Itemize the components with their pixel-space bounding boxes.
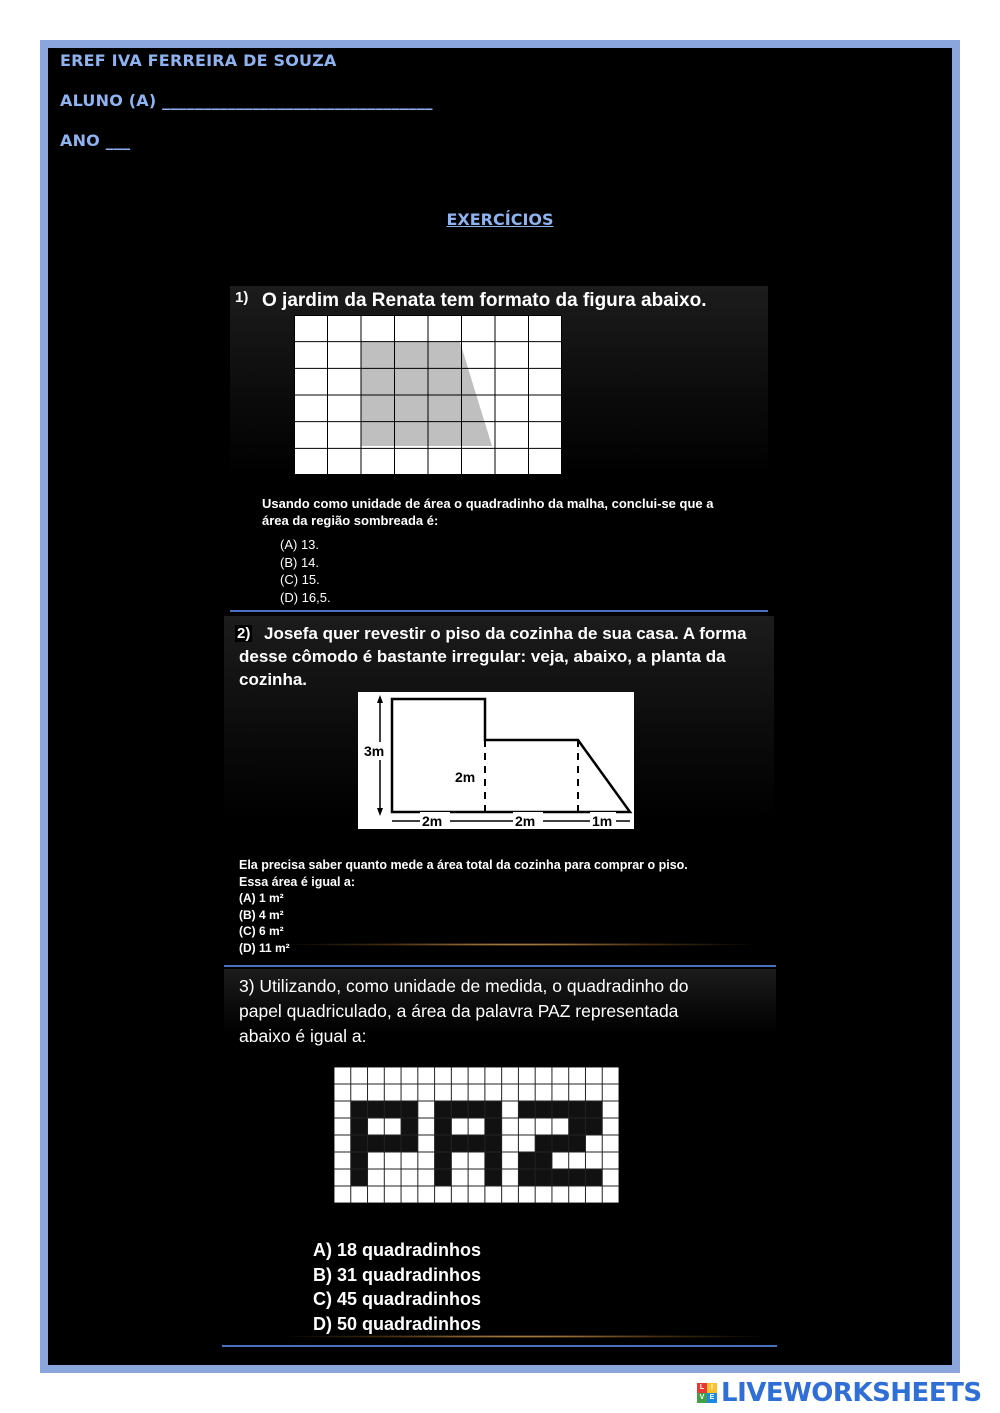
q2-option-a[interactable]: (A) 1 m² — [239, 891, 284, 905]
q3-question-1: 3) Utilizando, como unidade de medida, o quadradinho do — [239, 976, 689, 996]
logo-letter-v: V — [697, 1393, 707, 1403]
q3-question-2: papel quadriculado, a área da palavra PAZ representada — [239, 1001, 679, 1021]
q3-filled-cell — [351, 1101, 368, 1118]
q3-filled-cell — [585, 1169, 602, 1186]
logo-letter-e: E — [707, 1393, 717, 1403]
q3-filled-cell — [569, 1118, 586, 1135]
q3-filled-cell — [535, 1169, 552, 1186]
q3-filled-cell — [518, 1169, 535, 1186]
q2-option-c[interactable]: (C) 6 m² — [239, 924, 284, 938]
q3-paz-grid — [334, 1067, 619, 1203]
q3-filled-cell — [485, 1135, 502, 1152]
q3-glow-line — [290, 1335, 760, 1338]
q3-filled-cell — [351, 1152, 368, 1169]
q3-filled-cell — [552, 1135, 569, 1152]
q3-filled-cell — [401, 1118, 418, 1135]
q2-label-w3: 1m — [592, 813, 613, 829]
q3-filled-cell — [351, 1135, 368, 1152]
year-line: ANO ___ — [60, 131, 131, 150]
q1-question: O jardim da Renata tem formato da figura abaixo. — [262, 290, 707, 311]
logo-letter-i: I — [707, 1383, 717, 1393]
q1-option-a[interactable]: (A) 13. — [280, 537, 320, 552]
q3-option-d[interactable]: D) 50 quadradinhos — [313, 1313, 482, 1334]
q3-filled-cell — [435, 1118, 452, 1135]
q2-prompt-2: Essa área é igual a: — [239, 875, 356, 889]
q3-filled-cell — [368, 1101, 385, 1118]
q3-filled-cell — [384, 1101, 401, 1118]
q3-filled-cell — [401, 1135, 418, 1152]
q3-filled-cell — [451, 1135, 468, 1152]
page-title: EXERCÍCIOS — [446, 210, 554, 229]
q2-label-2m-height: 2m — [455, 769, 476, 785]
q3-filled-cell — [569, 1101, 586, 1118]
q3-filled-cell — [368, 1135, 385, 1152]
q1-option-c[interactable]: (C) 15. — [280, 572, 320, 587]
q3-filled-cell — [569, 1135, 586, 1152]
q2-label-3m: 3m — [364, 743, 385, 759]
q3-filled-cell — [435, 1152, 452, 1169]
q2-kitchen-plan — [358, 692, 634, 829]
q3-filled-cell — [435, 1101, 452, 1118]
q3-option-c[interactable]: C) 45 quadradinhos — [313, 1289, 482, 1309]
q2-label-w2: 2m — [515, 813, 536, 829]
q2-question-2: desse cômodo é bastante irregular: veja, abaixo, a planta da — [239, 647, 726, 666]
q3-filled-cell — [485, 1118, 502, 1135]
liveworksheets-logo[interactable] — [697, 1378, 997, 1408]
q1-option-b[interactable]: (B) 14. — [280, 554, 320, 570]
q2-option-d[interactable]: (D) 11 m² — [239, 940, 290, 955]
logo-letter-l: L — [697, 1383, 707, 1393]
q3-filled-cell — [585, 1118, 602, 1135]
q1-grid-figure — [294, 315, 562, 475]
q1-divider — [230, 610, 768, 612]
logo-text: LIVEWORKSHEETS — [721, 1378, 982, 1408]
q3-filled-cell — [535, 1152, 552, 1169]
q2-number: 2) — [237, 625, 251, 642]
q1-number: 1) — [235, 289, 249, 306]
school-name: EREF IVA FERREIRA DE SOUZA — [60, 51, 337, 70]
student-name-line: ALUNO (A) _________________________________ — [60, 91, 433, 110]
q3-filled-cell — [351, 1169, 368, 1186]
q3-filled-cell — [351, 1118, 368, 1135]
q3-filled-cell — [451, 1101, 468, 1118]
q3-filled-cell — [435, 1135, 452, 1152]
q3-filled-cell — [552, 1169, 569, 1186]
q1-prompt-2: área da região sombreada é: — [262, 513, 439, 528]
q1-option-d[interactable]: (D) 16,5. — [280, 589, 331, 605]
q3-filled-cell — [535, 1101, 552, 1118]
q3-option-a[interactable]: A) 18 quadradinhos — [313, 1240, 482, 1260]
q3-divider — [222, 1345, 777, 1347]
q3-filled-cell — [585, 1101, 602, 1118]
q2-glow-line — [290, 943, 750, 946]
q3-filled-cell — [485, 1169, 502, 1186]
q2-option-b[interactable]: (B) 4 m² — [239, 907, 284, 922]
q3-filled-cell — [518, 1101, 535, 1118]
q3-filled-cell — [485, 1101, 502, 1118]
logo-mark — [697, 1383, 717, 1403]
q3-filled-cell — [569, 1169, 586, 1186]
q3-question-3: abaixo é igual a: — [239, 1026, 367, 1046]
q3-filled-cell — [401, 1101, 418, 1118]
q3-filled-cell — [485, 1152, 502, 1169]
q3-option-b[interactable]: B) 31 quadradinhos — [313, 1264, 482, 1285]
q3-filled-cell — [468, 1101, 485, 1118]
q1-prompt-1: Usando como unidade de área o quadradinho da malha, conclui-se que a — [262, 496, 714, 511]
q3-filled-cell — [552, 1101, 569, 1118]
q3-filled-cell — [535, 1135, 552, 1152]
q3-filled-cell — [384, 1135, 401, 1152]
q2-label-w1: 2m — [422, 813, 443, 829]
q2-prompt-1: Ela precisa saber quanto mede a área total da cozinha para comprar o piso. — [239, 858, 688, 872]
q3-filled-cell — [518, 1152, 535, 1169]
q3-filled-cell — [468, 1135, 485, 1152]
q2-divider — [224, 965, 776, 967]
q3-filled-cell — [435, 1169, 452, 1186]
q2-question-3: cozinha. — [239, 670, 308, 689]
q2-question-1: Josefa quer revestir o piso da cozinha de sua casa. A forma — [264, 624, 747, 643]
